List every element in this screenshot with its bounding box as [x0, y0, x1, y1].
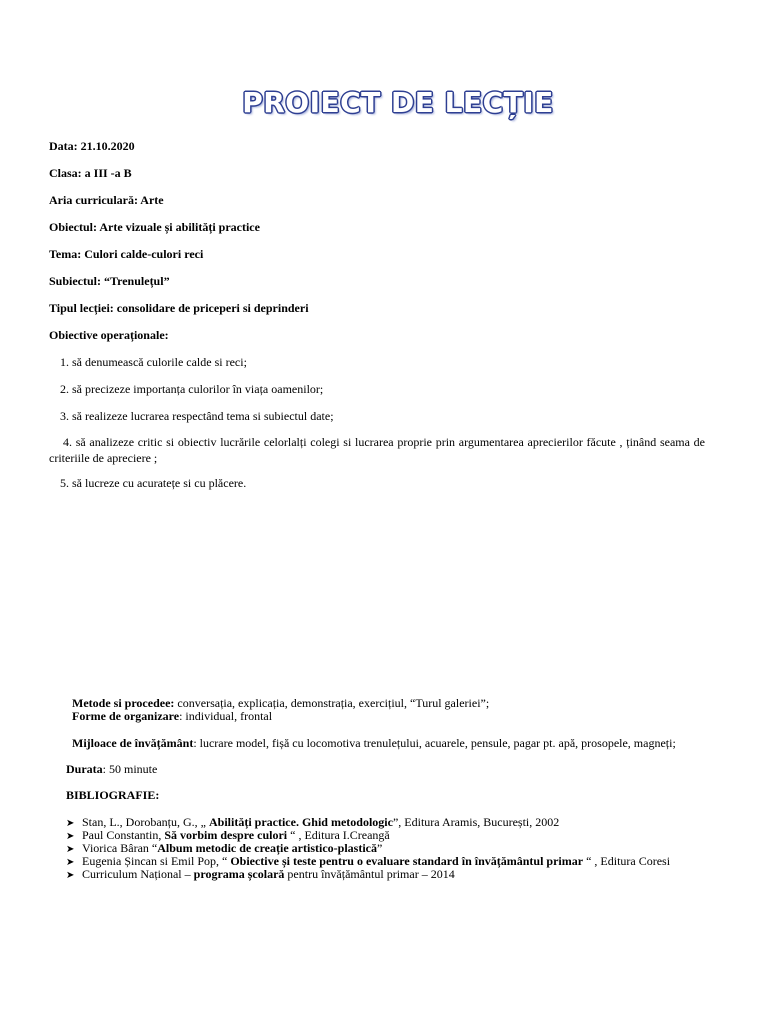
objective-item: 5. să lucreze cu acuratețe si cu plăcere. [60, 476, 247, 490]
durata-line [66, 762, 157, 776]
objective-item: 1. să denumească culorile calde si reci; [60, 355, 247, 369]
mijloace-label: Mijloace de învățământ [72, 736, 194, 750]
arrow-bullet-icon: ➤ [66, 831, 75, 842]
bib-text: pentru învățământul primar – 2014 [284, 867, 455, 881]
bib-text: “ , Editura Coresi [583, 854, 671, 868]
bib-text: Paul Constantin, [82, 828, 165, 842]
bib-text: Eugenia Șincan si Emil Pop, “ [82, 854, 231, 868]
mijloace-text: : lucrare model, fișă cu locomotiva trenulețului, acuarele, pensule, pagar pt. apă, prosopele, magneți; [193, 736, 676, 750]
field-clasa: Clasa: a III -a B [49, 166, 132, 180]
forme-line [72, 709, 272, 723]
bib-text: Curriculum Național – [82, 867, 194, 881]
metode-text: conversația, explicația, demonstrația, exercițiul, “Turul galeriei”; [174, 696, 490, 710]
bibliography-item [66, 868, 455, 882]
field-aria: Aria curriculară: Arte [49, 193, 164, 207]
bib-text: ”, Editura Aramis, București, 2002 [392, 815, 560, 829]
arrow-bullet-icon: ➤ [66, 818, 75, 829]
field-obiectul: Obiectul: Arte vizuale și abilități practice [49, 220, 260, 234]
bib-text: ” [376, 841, 383, 855]
objectives-heading: Obiective operaționale: [49, 328, 169, 342]
bib-text: Stan, L., Dorobanțu, G., „ [82, 815, 209, 829]
field-tema: Tema: Culori calde-culori reci [49, 247, 204, 261]
bib-title: Să vorbim despre culori [164, 828, 288, 842]
objective-item: 4. să analizeze critic si obiectiv lucrările celorlalți colegi si lucrarea proprie prin argumentarea aprecierilor făcute , ținând seama de criteriile de apreciere ; [49, 435, 705, 465]
objective-item: 3. să realizeze lucrarea respectând tema si subiectul date; [60, 409, 334, 423]
bib-text: “ , Editura I.Creangă [287, 828, 390, 842]
bib-text: Viorica Bâran “ [82, 841, 158, 855]
bib-title: Album metodic de creație artistico-plastică [157, 841, 377, 855]
field-tipul: Tipul lecției: consolidare de priceperi si deprinderi [49, 301, 309, 315]
field-data: Data: 21.10.2020 [49, 139, 135, 153]
forme-text: : individual, frontal [179, 709, 273, 723]
arrow-bullet-icon: ➤ [66, 857, 75, 868]
mijloace-line [72, 736, 676, 750]
bibliografie-heading: BIBLIOGRAFIE: [66, 788, 160, 802]
metode-line [72, 696, 489, 710]
objective-item: 2. să precizeze importanța culorilor în viața oamenilor; [60, 382, 324, 396]
bib-title: programa școlară [193, 867, 285, 881]
bib-title: Abilități practice. Ghid metodologic [208, 815, 393, 829]
durata-text: : 50 minute [102, 762, 158, 776]
page-title: PROIECT DE LECȚIE [242, 86, 554, 119]
arrow-bullet-icon: ➤ [66, 844, 75, 855]
forme-label: Forme de organizare [72, 709, 180, 723]
field-subiectul: Subiectul: “Trenulețul” [49, 274, 170, 288]
arrow-bullet-icon: ➤ [66, 870, 75, 881]
durata-label: Durata [66, 762, 103, 776]
bib-title: Obiective și teste pentru o evaluare standard în învățământul primar [230, 854, 584, 868]
metode-label: Metode si procedee: [72, 696, 175, 710]
